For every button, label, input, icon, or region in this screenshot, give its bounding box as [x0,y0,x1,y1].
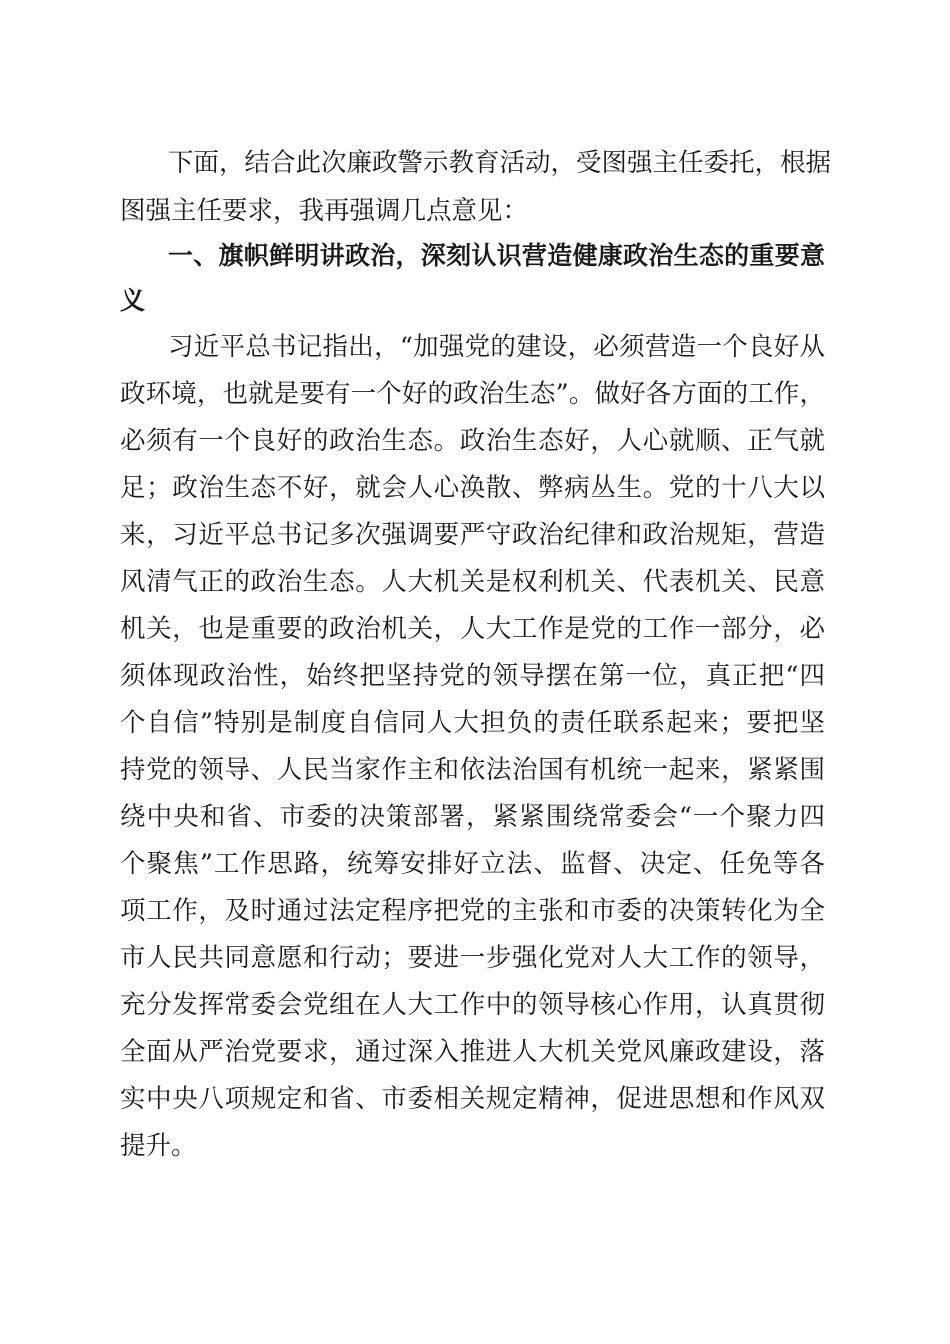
body-line-14: 市人民共同意愿和行动；要进一步强化党对人大工作的领导， [120,943,825,973]
body-line-15: 充分发挥常委会党组在人大工作中的领导核心作用，认真贯彻 [120,990,825,1020]
body-line-8: 须体现政治性，始终把坚持党的领导摆在第一位，真正把“四 [120,661,825,691]
body-line-12: 个聚焦”工作思路，统筹安排好立法、监督、决定、任免等各 [120,849,825,879]
body-line-3: 必须有一个良好的政治生态。政治生态好，人心就顺、正气就 [120,426,825,456]
body-line-4: 足；政治生态不好，就会人心涣散、弊病丛生。党的十八大以 [120,473,825,503]
intro-line-2: 图强主任要求，我再强调几点意见： [120,196,529,226]
body-line-13: 项工作，及时通过法定程序把党的主张和市委的决策转化为全 [120,896,825,926]
body-line-5: 来，习近平总书记多次强调要严守政治纪律和政治规矩，营造 [120,520,825,550]
body-line-10: 持党的领导、人民当家作主和依法治国有机统一起来，紧紧围 [120,755,825,785]
section-heading-line-1: 一、旗帜鲜明讲政治，深刻认识营造健康政治生态的重要意 [168,241,825,270]
body-line-16: 全面从严治党要求，通过深入推进人大机关党风廉政建设，落 [120,1037,825,1067]
body-line-9: 个自信”特别是制度自信同人大担负的责任联系起来；要把坚 [120,708,825,738]
body-line-2: 政环境，也就是要有一个好的政治生态”。做好各方面的工作， [120,379,825,409]
body-line-7: 机关，也是重要的政治机关，人大工作是党的工作一部分，必 [120,614,825,644]
body-line-6: 风清气正的政治生态。人大机关是权利机关、代表机关、民意 [120,567,825,597]
body-line-11: 绕中央和省、市委的决策部署，紧紧围绕常委会“一个聚力四 [120,802,825,832]
body-line-1: 习近平总书记指出，“加强党的建设，必须营造一个良好从 [168,332,825,362]
body-line-18: 提升。 [120,1131,197,1161]
section-heading-line-2: 义 [120,286,146,315]
intro-line-1: 下面，结合此次廉政警示教育活动，受图强主任委托，根据 [168,148,832,178]
body-line-17: 实中央八项规定和省、市委相关规定精神，促进思想和作风双 [120,1084,825,1114]
